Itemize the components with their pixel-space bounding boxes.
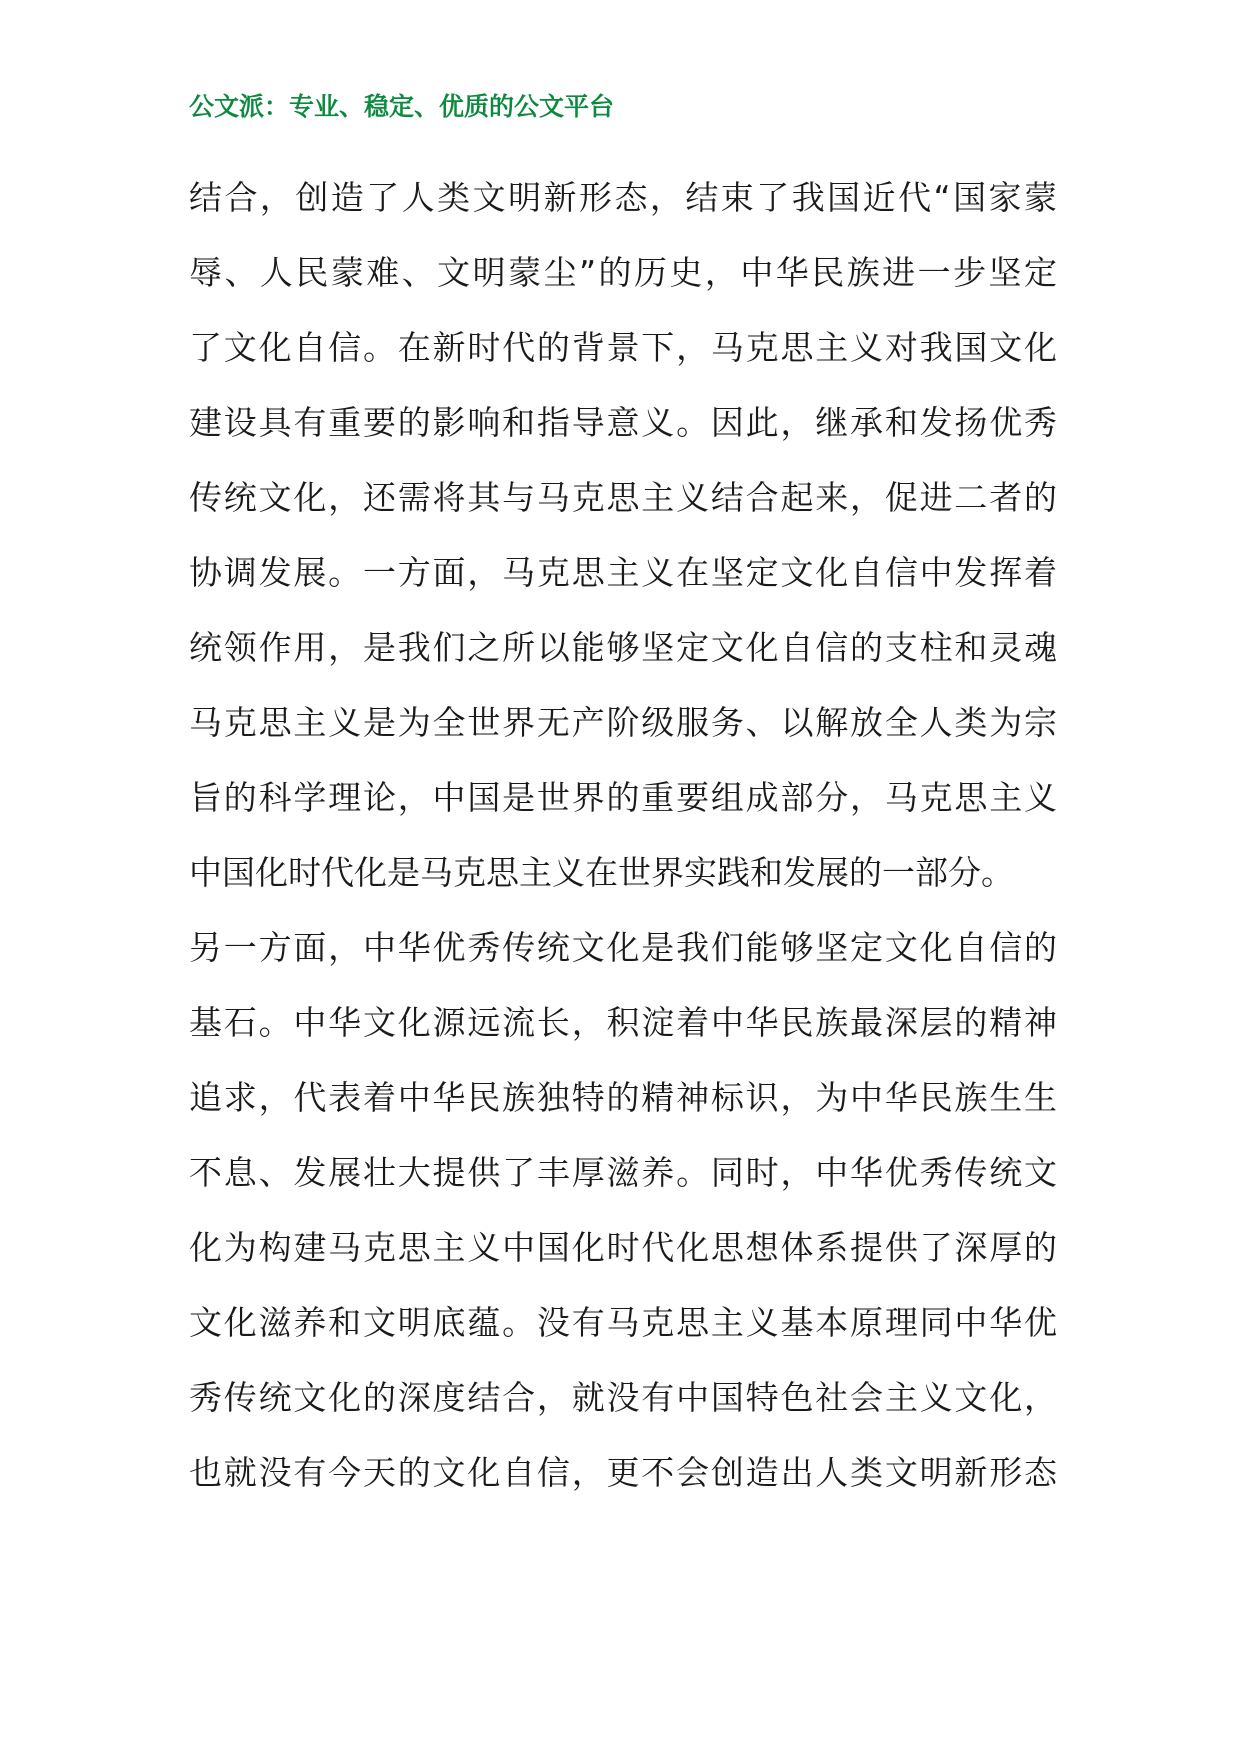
body-line: 追求，代表着中华民族独特的精神标识，为中华民族生生	[189, 1078, 1057, 1117]
body-line: 建设具有重要的影响和指导意义。因此，继承和发扬优秀	[189, 403, 1057, 442]
body-line: 另一方面，中华优秀传统文化是我们能够坚定文化自信的	[189, 928, 1057, 967]
body-line: 化为构建马克思主义中国化时代化思想体系提供了深厚的	[189, 1228, 1057, 1267]
body-line: 基石。中华文化源远流长，积淀着中华民族最深层的精神	[189, 1003, 1057, 1042]
body-line: 辱、人民蒙难、文明蒙尘”的历史，中华民族进一步坚定	[189, 253, 1057, 292]
body-line: 中国化时代化是马克思主义在世界实践和发展的一部分。	[189, 853, 1014, 892]
body-line: 马克思主义是为全世界无产阶级服务、以解放全人类为宗	[189, 703, 1057, 742]
body-line: 统领作用，是我们之所以能够坚定文化自信的支柱和灵魂	[189, 628, 1057, 667]
body-line: 旨的科学理论，中国是世界的重要组成部分，马克思主义	[189, 778, 1057, 817]
body-line: 文化滋养和文明底蕴。没有马克思主义基本原理同中华优	[189, 1303, 1057, 1342]
body-line: 秀传统文化的深度结合，就没有中国特色社会主义文化，	[189, 1378, 1057, 1417]
document-body	[189, 160, 1057, 1510]
body-line: 不息、发展壮大提供了丰厚滋养。同时，中华优秀传统文	[189, 1153, 1057, 1192]
body-line: 协调发展。一方面，马克思主义在坚定文化自信中发挥着	[189, 553, 1057, 592]
body-line: 也就没有今天的文化自信，更不会创造出人类文明新形态	[189, 1453, 1057, 1492]
body-line: 结合，创造了人类文明新形态，结束了我国近代“国家蒙	[189, 178, 1057, 217]
body-line: 传统文化，还需将其与马克思主义结合起来，促进二者的	[189, 478, 1057, 517]
body-line: 了文化自信。在新时代的背景下，马克思主义对我国文化	[189, 328, 1057, 367]
page-header-title: 公文派：专业、稳定、优质的公文平台	[189, 92, 615, 121]
